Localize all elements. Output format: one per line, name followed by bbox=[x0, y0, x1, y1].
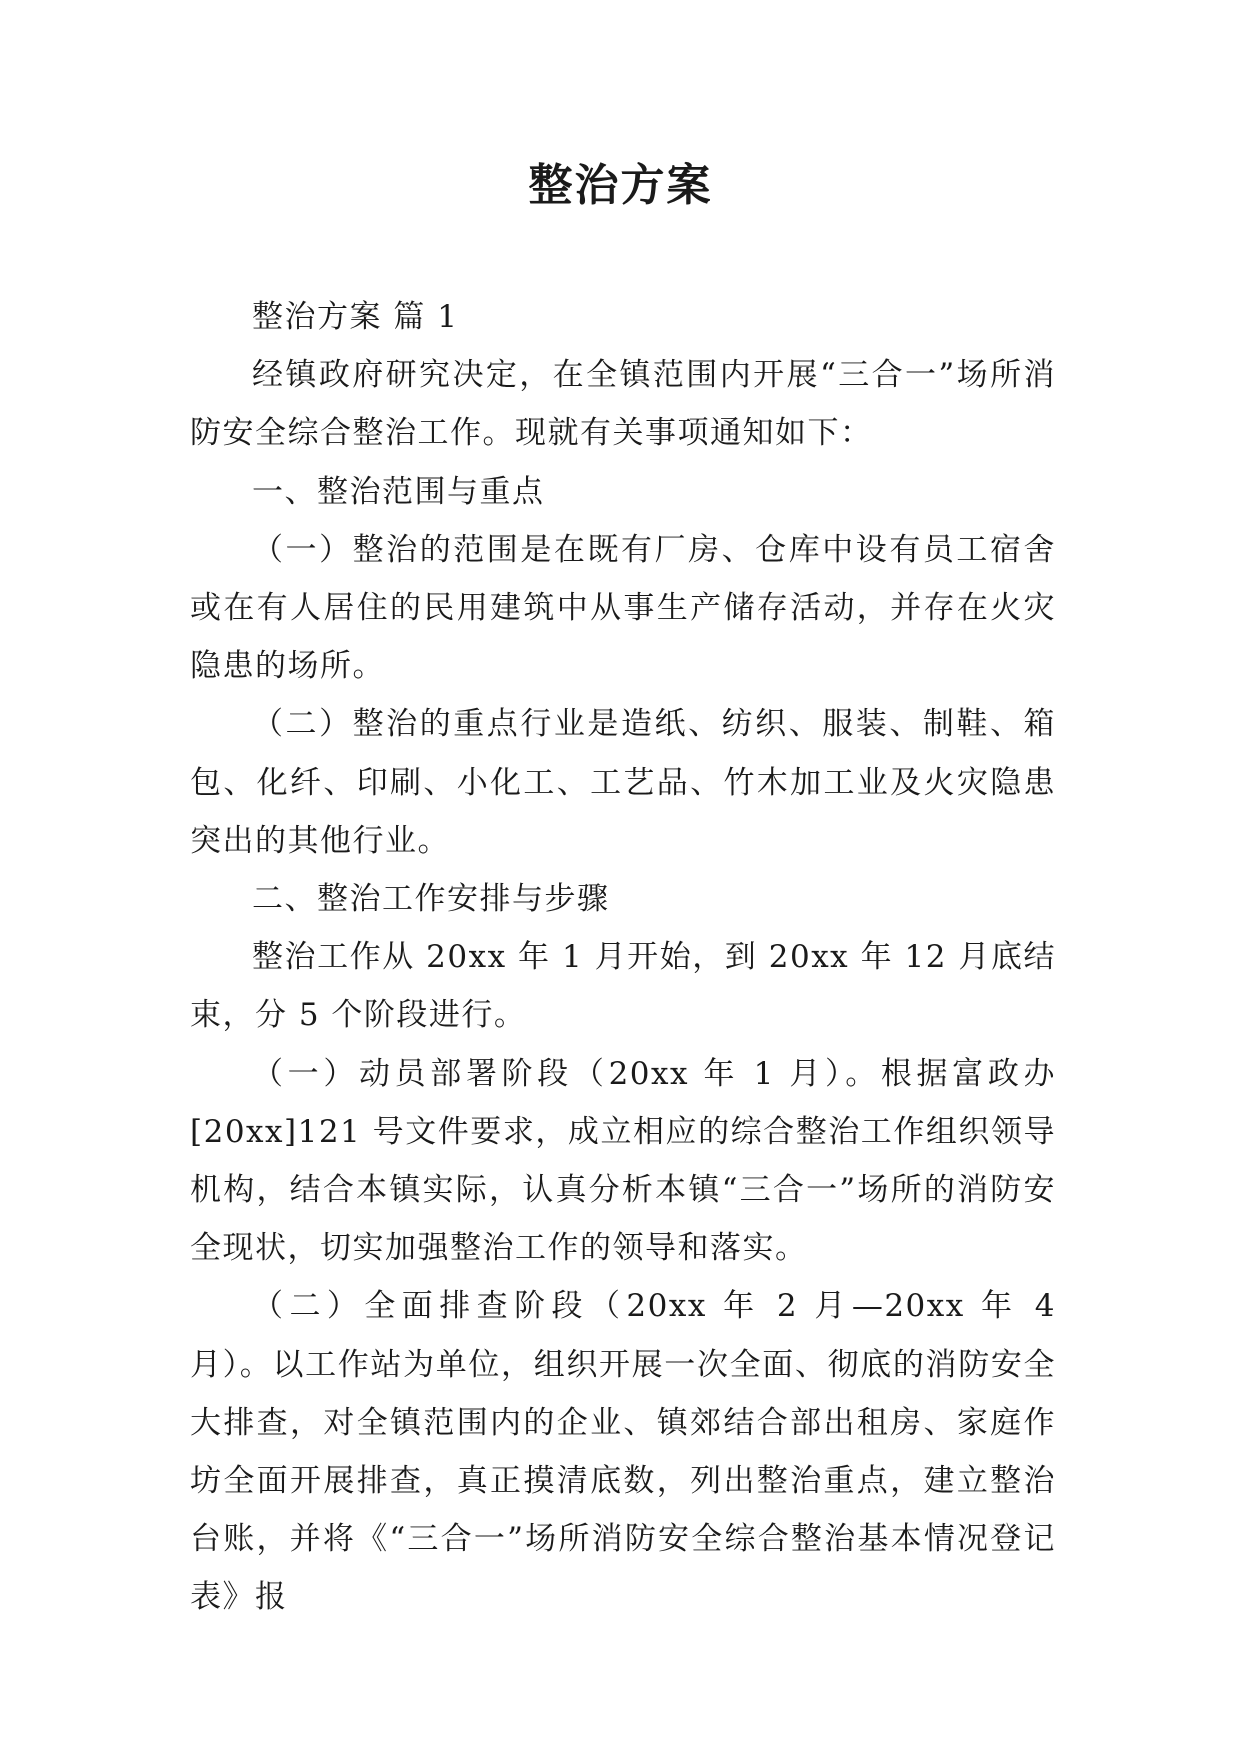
document-title: 整治方案 bbox=[528, 160, 713, 211]
document-body bbox=[190, 288, 1056, 1627]
heading-scope-and-focus: 一、整治范围与重点 bbox=[252, 473, 545, 510]
paragraph-section-heading: 整治方案 篇 1 bbox=[252, 299, 459, 335]
paragraph-timeline: 整治工作从 20xx 年 1 月开始，到 20xx 年 12 月底结束，分 5 个阶段进行。 bbox=[190, 939, 1056, 1034]
paragraph-scope: （一）整治的范围是在既有厂房、仓库中设有员工宿舍或在有人居住的民用建筑中从事生产储存活动，并存在火灾隐患的场所。 bbox=[190, 531, 1056, 685]
paragraph-intro: 经镇政府研究决定，在全镇范围内开展“三合一”场所消防安全综合整治工作。现就有关事项通知如下： bbox=[190, 357, 1056, 452]
paragraph-stage-mobilization: （一）动员部署阶段（20xx 年 1 月）。根据富政办[20xx]121 号文件要求，成立相应的综合整治工作组织领导机构，结合本镇实际，认真分析本镇“三合一”场所的消防安全现状，切实加强整治工作的领导和落实。 bbox=[190, 1055, 1056, 1267]
paragraph-stage-inspection: （二）全面排查阶段（20xx 年 2 月—20xx 年 4 月）。以工作站为单位，组织开展一次全面、彻底的消防安全大排查，对全镇范围内的企业、镇郊结合部出租房、家庭作坊全面开展排查，真正摸清底数，列出整治重点，建立整治台账，并将《“三合一”场所消防安全综合整治基本情况登记表》报 bbox=[190, 1288, 1056, 1616]
heading-arrangement-and-steps: 二、整治工作安排与步骤 bbox=[252, 881, 610, 918]
paragraph-key-industries: （二）整治的重点行业是造纸、纺织、服装、制鞋、箱包、化纤、印刷、小化工、工艺品、竹木加工业及火灾隐患突出的其他行业。 bbox=[190, 706, 1056, 859]
